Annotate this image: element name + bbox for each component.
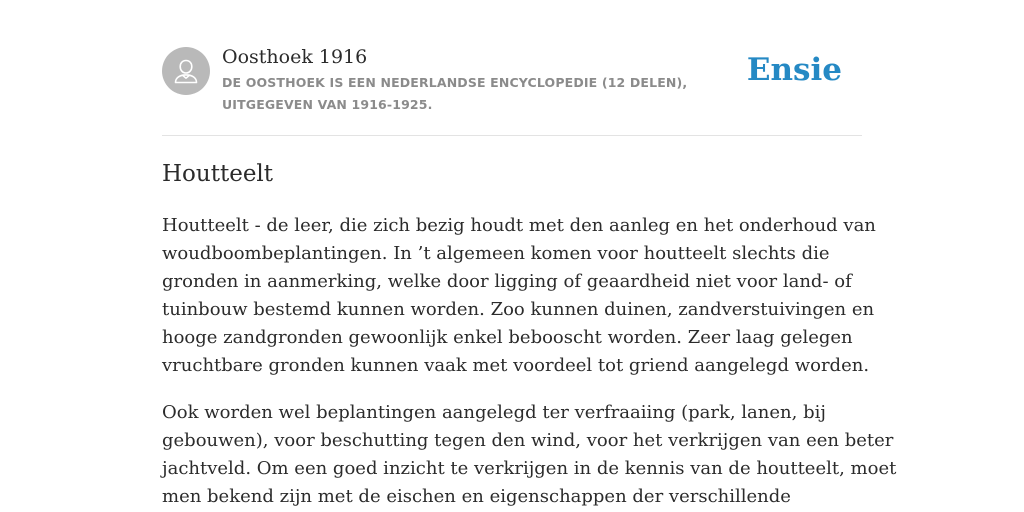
paragraph-line: hooge zandgronden gewoonlijk enkel bebooscht worden. Zeer laag gelegen <box>162 327 853 348</box>
paragraph-line: woudboombeplantingen. In ’t algemeen komen voor houtteelt slechts die <box>162 243 830 264</box>
article-title: Houtteelt <box>162 161 274 187</box>
paragraph-line: men bekend zijn met de eischen en eigenschappen der verschillende <box>162 486 791 507</box>
user-silhouette-icon <box>172 57 200 85</box>
paragraph-line: vruchtbare gronden kunnen vaak met voordeel tot griend aangelegd worden. <box>162 355 870 376</box>
source-description: DE OOSTHOEK IS EEN NEDERLANDSE ENCYCLOPEDIE (12 DELEN), UITGEGEVEN VAN 1916-1925. <box>222 75 688 112</box>
paragraph-line: tuinbouw bestemd kunnen worden. Zoo kunnen duinen, zandverstuivingen en <box>162 299 875 320</box>
paragraph-line: gebouwen), voor beschutting tegen den wind, voor het verkrijgen van een beter <box>162 430 894 451</box>
source-title[interactable]: Oosthoek 1916 <box>222 46 368 68</box>
source-header <box>162 40 862 136</box>
article-paragraph <box>162 212 876 380</box>
paragraph-line: Houtteelt - de leer, die zich bezig houdt met den aanleg en het onderhoud van <box>162 215 876 236</box>
ensie-logo[interactable]: Ensie <box>746 52 842 88</box>
article-paragraph <box>162 399 897 511</box>
article-body <box>162 212 897 512</box>
paragraph-line: gronden in aanmerking, welke door ligging of geaardheid niet voor land- of <box>162 271 852 292</box>
paragraph-line: Ook worden wel beplantingen aangelegd ter verfraaiing (park, lanen, bij <box>162 402 826 423</box>
paragraph-line: jachtveld. Om een goed inzicht te verkrijgen in de kennis van de houtteelt, moet <box>162 458 897 479</box>
avatar[interactable] <box>162 47 210 95</box>
